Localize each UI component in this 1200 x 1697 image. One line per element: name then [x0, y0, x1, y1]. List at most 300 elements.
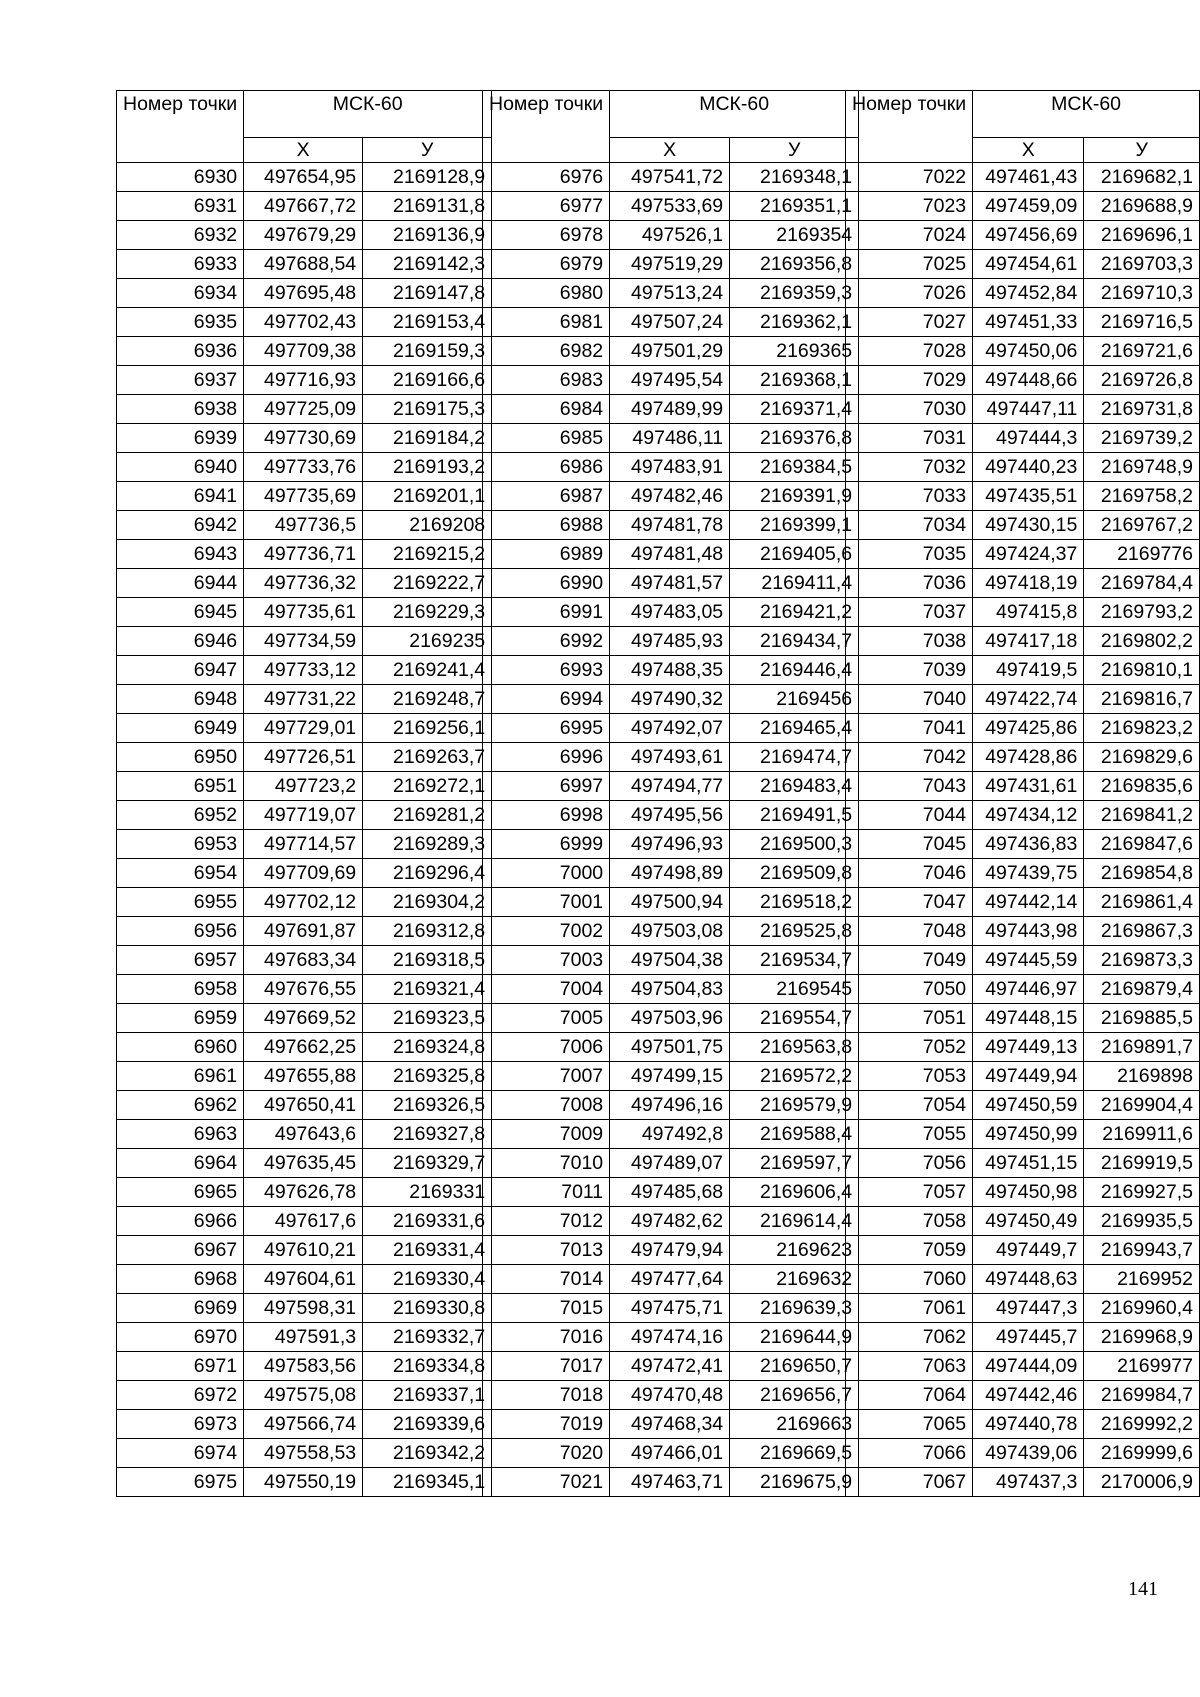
x-coordinate-cell: 497445,7	[973, 1323, 1084, 1352]
x-coordinate-cell: 497448,66	[973, 366, 1084, 395]
table-row	[846, 1004, 1200, 1033]
y-coordinate-cell: 2169525,8	[730, 917, 859, 946]
table-row	[117, 714, 492, 743]
table-row	[846, 1410, 1200, 1439]
y-coordinate-cell: 2169911,6	[1084, 1120, 1200, 1149]
table-row	[483, 1294, 859, 1323]
x-coordinate-cell: 497492,8	[610, 1120, 730, 1149]
x-coordinate-cell: 497466,01	[610, 1439, 730, 1468]
y-coordinate-cell: 2169572,2	[730, 1062, 859, 1091]
table-body	[117, 163, 492, 1497]
table-row	[117, 1439, 492, 1468]
y-coordinate-cell: 2169201,1	[363, 482, 492, 511]
table-row	[483, 714, 859, 743]
table-row	[483, 540, 859, 569]
table-row	[117, 163, 492, 192]
point-number-cell: 7063	[846, 1352, 973, 1381]
table-row	[846, 1265, 1200, 1294]
y-coordinate-cell: 2169136,9	[363, 221, 492, 250]
x-coordinate-cell: 497424,37	[973, 540, 1084, 569]
y-coordinate-cell: 2169351,1	[730, 192, 859, 221]
y-coordinate-cell: 2169703,3	[1084, 250, 1200, 279]
table-row	[117, 337, 492, 366]
x-coordinate-cell: 497679,29	[244, 221, 363, 250]
x-coordinate-cell: 497604,61	[244, 1265, 363, 1294]
x-coordinate-cell: 497418,19	[973, 569, 1084, 598]
header-coordinate-system: МСК-60	[973, 91, 1200, 138]
y-coordinate-cell: 2169816,7	[1084, 685, 1200, 714]
x-coordinate-cell: 497702,43	[244, 308, 363, 337]
x-coordinate-cell: 497519,29	[610, 250, 730, 279]
y-coordinate-cell: 2169222,7	[363, 569, 492, 598]
x-coordinate-cell: 497513,24	[610, 279, 730, 308]
y-coordinate-cell: 2169716,5	[1084, 308, 1200, 337]
point-number-cell: 6965	[117, 1178, 244, 1207]
point-number-cell: 7003	[483, 946, 610, 975]
x-coordinate-cell: 497503,96	[610, 1004, 730, 1033]
y-coordinate-cell: 2169332,7	[363, 1323, 492, 1352]
y-coordinate-cell: 2169968,9	[1084, 1323, 1200, 1352]
table-row	[483, 656, 859, 685]
table-row	[483, 1265, 859, 1294]
table-row	[117, 1207, 492, 1236]
point-number-cell: 7008	[483, 1091, 610, 1120]
table-row	[846, 1091, 1200, 1120]
point-number-cell: 6999	[483, 830, 610, 859]
table-row	[483, 743, 859, 772]
x-coordinate-cell: 497733,76	[244, 453, 363, 482]
point-number-cell: 6962	[117, 1091, 244, 1120]
table-row	[846, 1323, 1200, 1352]
table-row	[117, 1323, 492, 1352]
x-coordinate-cell: 497489,07	[610, 1149, 730, 1178]
y-coordinate-cell: 2169331,6	[363, 1207, 492, 1236]
point-number-cell: 7015	[483, 1294, 610, 1323]
y-coordinate-cell: 2169563,8	[730, 1033, 859, 1062]
x-coordinate-cell: 497499,15	[610, 1062, 730, 1091]
x-coordinate-cell: 497485,93	[610, 627, 730, 656]
x-coordinate-cell: 497483,05	[610, 598, 730, 627]
point-number-cell: 7022	[846, 163, 973, 192]
y-coordinate-cell: 2169272,1	[363, 772, 492, 801]
point-number-cell: 6954	[117, 859, 244, 888]
x-coordinate-cell: 497494,77	[610, 772, 730, 801]
y-coordinate-cell: 2169405,6	[730, 540, 859, 569]
y-coordinate-cell: 2169241,4	[363, 656, 492, 685]
y-coordinate-cell: 2169829,6	[1084, 743, 1200, 772]
point-number-cell: 6964	[117, 1149, 244, 1178]
x-coordinate-cell: 497472,41	[610, 1352, 730, 1381]
table-row	[117, 453, 492, 482]
table-row	[483, 830, 859, 859]
y-coordinate-cell: 2169588,4	[730, 1120, 859, 1149]
table-row	[117, 366, 492, 395]
point-number-cell: 7044	[846, 801, 973, 830]
table-row	[483, 1439, 859, 1468]
x-coordinate-cell: 497479,94	[610, 1236, 730, 1265]
y-coordinate-cell: 2169663	[730, 1410, 859, 1439]
y-coordinate-cell: 2169391,9	[730, 482, 859, 511]
point-number-cell: 7056	[846, 1149, 973, 1178]
y-coordinate-cell: 2169325,8	[363, 1062, 492, 1091]
y-coordinate-cell: 2169434,7	[730, 627, 859, 656]
table-row	[846, 888, 1200, 917]
y-coordinate-cell: 2169710,3	[1084, 279, 1200, 308]
y-coordinate-cell: 2169371,4	[730, 395, 859, 424]
x-coordinate-cell: 497451,33	[973, 308, 1084, 337]
y-coordinate-cell: 2169656,7	[730, 1381, 859, 1410]
table-row	[483, 424, 859, 453]
point-number-cell: 6996	[483, 743, 610, 772]
table-row	[117, 888, 492, 917]
x-coordinate-cell: 497450,99	[973, 1120, 1084, 1149]
point-number-cell: 7032	[846, 453, 973, 482]
y-coordinate-cell: 2169726,8	[1084, 366, 1200, 395]
y-coordinate-cell: 2169321,4	[363, 975, 492, 1004]
point-number-cell: 6935	[117, 308, 244, 337]
table-row	[483, 1062, 859, 1091]
table-row	[117, 279, 492, 308]
point-number-cell: 6968	[117, 1265, 244, 1294]
point-number-cell: 6943	[117, 540, 244, 569]
y-coordinate-cell: 2169748,9	[1084, 453, 1200, 482]
point-number-cell: 6980	[483, 279, 610, 308]
table-row	[117, 1062, 492, 1091]
y-coordinate-cell: 2169879,4	[1084, 975, 1200, 1004]
y-coordinate-cell: 2169345,1	[363, 1468, 492, 1497]
point-number-cell: 7065	[846, 1410, 973, 1439]
table-row	[117, 424, 492, 453]
y-coordinate-cell: 2169984,7	[1084, 1381, 1200, 1410]
y-coordinate-cell: 2169518,2	[730, 888, 859, 917]
x-coordinate-cell: 497725,09	[244, 395, 363, 424]
point-number-cell: 7059	[846, 1236, 973, 1265]
y-coordinate-cell: 2169354	[730, 221, 859, 250]
table-row	[483, 946, 859, 975]
y-coordinate-cell: 2169623	[730, 1236, 859, 1265]
y-coordinate-cell: 2169639,3	[730, 1294, 859, 1323]
y-coordinate-cell: 2169491,5	[730, 801, 859, 830]
point-number-cell: 7055	[846, 1120, 973, 1149]
y-coordinate-cell: 2169927,5	[1084, 1178, 1200, 1207]
point-number-cell: 7027	[846, 308, 973, 337]
table-row	[117, 946, 492, 975]
x-coordinate-cell: 497496,16	[610, 1091, 730, 1120]
table-row	[846, 1381, 1200, 1410]
coordinate-table	[482, 90, 859, 1497]
point-number-cell: 6960	[117, 1033, 244, 1062]
point-number-cell: 7020	[483, 1439, 610, 1468]
y-coordinate-cell: 2169606,4	[730, 1178, 859, 1207]
y-coordinate-cell: 2169632	[730, 1265, 859, 1294]
point-number-cell: 6969	[117, 1294, 244, 1323]
table-row	[117, 1410, 492, 1439]
table-row	[846, 714, 1200, 743]
header-point-number: Номер точки	[483, 91, 610, 163]
y-coordinate-cell: 2169399,1	[730, 511, 859, 540]
x-coordinate-cell: 497417,18	[973, 627, 1084, 656]
point-number-cell: 6948	[117, 685, 244, 714]
x-coordinate-cell: 497735,61	[244, 598, 363, 627]
x-coordinate-cell: 497495,56	[610, 801, 730, 830]
y-coordinate-cell: 2169175,3	[363, 395, 492, 424]
table-row	[846, 569, 1200, 598]
table-row	[846, 192, 1200, 221]
point-number-cell: 7012	[483, 1207, 610, 1236]
table-row	[117, 1149, 492, 1178]
point-number-cell: 7011	[483, 1178, 610, 1207]
point-number-cell: 7064	[846, 1381, 973, 1410]
y-coordinate-cell: 2169534,7	[730, 946, 859, 975]
x-coordinate-cell: 497558,53	[244, 1439, 363, 1468]
table-row	[483, 1091, 859, 1120]
point-number-cell: 7053	[846, 1062, 973, 1091]
table-row	[846, 830, 1200, 859]
point-number-cell: 7016	[483, 1323, 610, 1352]
x-coordinate-cell: 497456,69	[973, 221, 1084, 250]
point-number-cell: 7014	[483, 1265, 610, 1294]
table-row	[483, 1207, 859, 1236]
y-coordinate-cell: 2169960,4	[1084, 1294, 1200, 1323]
x-coordinate-cell: 497443,98	[973, 917, 1084, 946]
point-number-cell: 7002	[483, 917, 610, 946]
point-number-cell: 7060	[846, 1265, 973, 1294]
x-coordinate-cell: 497654,95	[244, 163, 363, 192]
point-number-cell: 7047	[846, 888, 973, 917]
y-coordinate-cell: 2169867,3	[1084, 917, 1200, 946]
x-coordinate-cell: 497598,31	[244, 1294, 363, 1323]
table-row	[117, 685, 492, 714]
x-coordinate-cell: 497451,15	[973, 1149, 1084, 1178]
table-row	[117, 1381, 492, 1410]
point-number-cell: 6942	[117, 511, 244, 540]
point-number-cell: 6952	[117, 801, 244, 830]
y-coordinate-cell: 2169215,2	[363, 540, 492, 569]
point-number-cell: 7025	[846, 250, 973, 279]
point-number-cell: 6937	[117, 366, 244, 395]
point-number-cell: 6990	[483, 569, 610, 598]
point-number-cell: 6956	[117, 917, 244, 946]
point-number-cell: 7029	[846, 366, 973, 395]
point-number-cell: 7039	[846, 656, 973, 685]
point-number-cell: 6979	[483, 250, 610, 279]
table-row	[117, 917, 492, 946]
x-coordinate-cell: 497736,5	[244, 511, 363, 540]
table-row	[846, 656, 1200, 685]
table-row	[846, 598, 1200, 627]
point-number-cell: 6940	[117, 453, 244, 482]
y-coordinate-cell: 2169368,1	[730, 366, 859, 395]
y-coordinate-cell: 2169776	[1084, 540, 1200, 569]
table-row	[846, 1352, 1200, 1381]
point-number-cell: 6998	[483, 801, 610, 830]
x-coordinate-cell: 497583,56	[244, 1352, 363, 1381]
x-coordinate-cell: 497504,83	[610, 975, 730, 1004]
table-row	[483, 569, 859, 598]
point-number-cell: 7005	[483, 1004, 610, 1033]
y-coordinate-cell: 2169329,7	[363, 1149, 492, 1178]
point-number-cell: 6944	[117, 569, 244, 598]
x-coordinate-cell: 497709,38	[244, 337, 363, 366]
y-coordinate-cell: 2169739,2	[1084, 424, 1200, 453]
header-point-number: Номер точки	[846, 91, 973, 163]
y-coordinate-cell: 2169802,2	[1084, 627, 1200, 656]
x-coordinate-cell: 497635,45	[244, 1149, 363, 1178]
table-row	[483, 1120, 859, 1149]
x-coordinate-cell: 497436,83	[973, 830, 1084, 859]
x-coordinate-cell: 497726,51	[244, 743, 363, 772]
coordinate-tables	[0, 90, 1200, 1570]
point-number-cell: 6991	[483, 598, 610, 627]
table-row	[483, 1352, 859, 1381]
table-body	[846, 163, 1200, 1497]
table-row	[846, 1033, 1200, 1062]
x-coordinate-cell: 497501,75	[610, 1033, 730, 1062]
x-coordinate-cell: 497430,15	[973, 511, 1084, 540]
point-number-cell: 6963	[117, 1120, 244, 1149]
y-coordinate-cell: 2169904,4	[1084, 1091, 1200, 1120]
point-number-cell: 6971	[117, 1352, 244, 1381]
table-row	[846, 482, 1200, 511]
y-coordinate-cell: 2169465,4	[730, 714, 859, 743]
x-coordinate-cell: 497526,1	[610, 221, 730, 250]
y-coordinate-cell: 2169229,3	[363, 598, 492, 627]
table-row	[483, 917, 859, 946]
x-coordinate-cell: 497498,89	[610, 859, 730, 888]
table-row	[117, 511, 492, 540]
point-number-cell: 7004	[483, 975, 610, 1004]
table-row	[483, 1178, 859, 1207]
point-number-cell: 7038	[846, 627, 973, 656]
point-number-cell: 6972	[117, 1381, 244, 1410]
table-row	[846, 221, 1200, 250]
y-coordinate-cell: 2169235	[363, 627, 492, 656]
x-coordinate-cell: 497440,23	[973, 453, 1084, 482]
x-coordinate-cell: 497444,09	[973, 1352, 1084, 1381]
point-number-cell: 6967	[117, 1236, 244, 1265]
y-coordinate-cell: 2169142,3	[363, 250, 492, 279]
x-coordinate-cell: 497730,69	[244, 424, 363, 453]
x-coordinate-cell: 497449,13	[973, 1033, 1084, 1062]
point-number-cell: 6936	[117, 337, 244, 366]
table-row	[117, 1236, 492, 1265]
table-row	[117, 772, 492, 801]
y-coordinate-cell: 2169483,4	[730, 772, 859, 801]
x-coordinate-cell: 497729,01	[244, 714, 363, 743]
x-coordinate-cell: 497688,54	[244, 250, 363, 279]
y-coordinate-cell: 2169359,3	[730, 279, 859, 308]
y-coordinate-cell: 2169327,8	[363, 1120, 492, 1149]
point-number-cell: 6997	[483, 772, 610, 801]
x-coordinate-cell: 497504,38	[610, 946, 730, 975]
x-coordinate-cell: 497507,24	[610, 308, 730, 337]
table-row	[846, 1468, 1200, 1497]
page-number: 141	[1128, 1578, 1158, 1600]
point-number-cell: 7035	[846, 540, 973, 569]
y-coordinate-cell: 2169342,2	[363, 1439, 492, 1468]
x-coordinate-cell: 497550,19	[244, 1468, 363, 1497]
y-coordinate-cell: 2169208	[363, 511, 492, 540]
y-coordinate-cell: 2169500,3	[730, 830, 859, 859]
point-number-cell: 7010	[483, 1149, 610, 1178]
table-row	[846, 1439, 1200, 1468]
y-coordinate-cell: 2169339,6	[363, 1410, 492, 1439]
y-coordinate-cell: 2169977	[1084, 1352, 1200, 1381]
point-number-cell: 7017	[483, 1352, 610, 1381]
y-coordinate-cell: 2169675,9	[730, 1468, 859, 1497]
y-coordinate-cell: 2169644,9	[730, 1323, 859, 1352]
point-number-cell: 6933	[117, 250, 244, 279]
y-coordinate-cell: 2169579,9	[730, 1091, 859, 1120]
y-coordinate-cell: 2169263,7	[363, 743, 492, 772]
table-row	[117, 1294, 492, 1323]
x-coordinate-cell: 497575,08	[244, 1381, 363, 1410]
y-coordinate-cell: 2169323,5	[363, 1004, 492, 1033]
table-row	[117, 1178, 492, 1207]
table-row	[117, 1265, 492, 1294]
x-coordinate-cell: 497450,49	[973, 1207, 1084, 1236]
table-row	[846, 453, 1200, 482]
point-number-cell: 6934	[117, 279, 244, 308]
table-row	[483, 685, 859, 714]
table-row	[846, 308, 1200, 337]
point-number-cell: 7067	[846, 1468, 973, 1497]
y-coordinate-cell: 2169597,7	[730, 1149, 859, 1178]
table-row	[117, 221, 492, 250]
coordinate-table	[116, 90, 492, 1497]
x-coordinate-cell: 497447,3	[973, 1294, 1084, 1323]
point-number-cell: 7045	[846, 830, 973, 859]
y-coordinate-cell: 2169731,8	[1084, 395, 1200, 424]
y-coordinate-cell: 2169331,4	[363, 1236, 492, 1265]
point-number-cell: 6982	[483, 337, 610, 366]
y-coordinate-cell: 2169304,2	[363, 888, 492, 917]
point-number-cell: 7000	[483, 859, 610, 888]
x-coordinate-cell: 497662,25	[244, 1033, 363, 1062]
x-coordinate-cell: 497626,78	[244, 1178, 363, 1207]
y-coordinate-cell: 2169614,4	[730, 1207, 859, 1236]
y-coordinate-cell: 2169421,2	[730, 598, 859, 627]
table-row	[117, 308, 492, 337]
table-row	[846, 1062, 1200, 1091]
x-coordinate-cell: 497650,41	[244, 1091, 363, 1120]
table-row	[846, 279, 1200, 308]
x-coordinate-cell: 497450,59	[973, 1091, 1084, 1120]
x-coordinate-cell: 497463,71	[610, 1468, 730, 1497]
table-row	[483, 627, 859, 656]
point-number-cell: 7041	[846, 714, 973, 743]
x-coordinate-cell: 497702,12	[244, 888, 363, 917]
point-number-cell: 6931	[117, 192, 244, 221]
point-number-cell: 7019	[483, 1410, 610, 1439]
point-number-cell: 7066	[846, 1439, 973, 1468]
point-number-cell: 6961	[117, 1062, 244, 1091]
table-row	[846, 975, 1200, 1004]
point-number-cell: 7043	[846, 772, 973, 801]
table-row	[117, 250, 492, 279]
point-number-cell: 6953	[117, 830, 244, 859]
coordinate-table	[845, 90, 1200, 1497]
y-coordinate-cell: 2169873,3	[1084, 946, 1200, 975]
x-coordinate-cell: 497470,48	[610, 1381, 730, 1410]
point-number-cell: 7033	[846, 482, 973, 511]
x-coordinate-cell: 497667,72	[244, 192, 363, 221]
x-coordinate-cell: 497434,12	[973, 801, 1084, 830]
table-row	[117, 1120, 492, 1149]
x-coordinate-cell: 497448,15	[973, 1004, 1084, 1033]
table-row	[483, 511, 859, 540]
point-number-cell: 7048	[846, 917, 973, 946]
